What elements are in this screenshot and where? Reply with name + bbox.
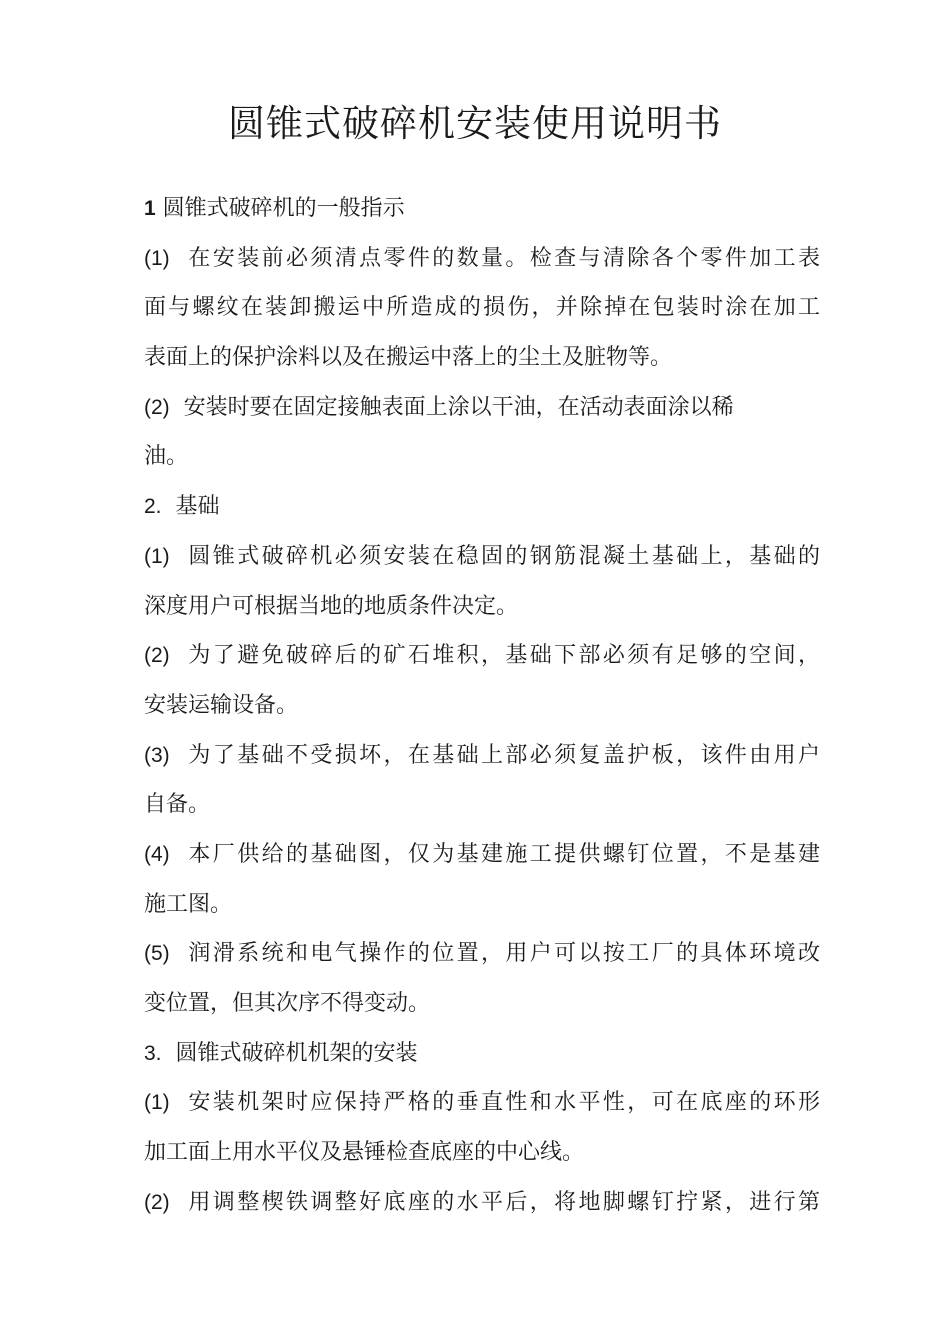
text-line (144, 1178, 820, 1228)
line-text: 自备。 (144, 792, 211, 818)
line-text: 表面上的保护涂料以及在搬运中落上的尘土及脏物等。 (144, 345, 673, 371)
line-text: 圆锥式破碎机的一般指示 (155, 196, 405, 221)
text-line (144, 631, 820, 681)
text-line (144, 880, 820, 930)
line-text: 基础 (161, 494, 220, 520)
line-text: 加工面上用水平仪及悬锤检查底座的中心线。 (144, 1140, 585, 1166)
text-line (144, 681, 820, 731)
item-number: (5) (144, 942, 170, 966)
line-text: 本厂供给的基础图，仅为基建施工提供螺钉位置，不是基建 (169, 841, 820, 867)
text-line (144, 184, 820, 234)
line-text: 圆锥式破碎机必须安装在稳固的钢筋混凝土基础上，基础的 (169, 543, 820, 569)
line-text: 为了避免破碎后的矿石堆积，基础下部必须有足够的空间， (169, 643, 820, 669)
line-text: 油。 (144, 444, 189, 470)
line-text: 用调整楔铁调整好底座的水平后，将地脚螺钉拧紧，进行第 (169, 1189, 820, 1215)
line-text: 安装运输设备。 (144, 692, 299, 718)
line-text: 深度用户可根据当地的地质条件决定。 (144, 593, 519, 619)
item-number: (2) (144, 644, 170, 668)
text-line (144, 1078, 820, 1128)
line-text: 面与螺纹在装卸搬运中所造成的损伤，并除掉在包装时涂在加工 (144, 295, 820, 321)
text-line (144, 731, 820, 781)
text-line (144, 979, 820, 1029)
item-number: 2. (144, 495, 162, 519)
line-text: 安装机架时应保持严格的垂直性和水平性，可在底座的环形 (169, 1090, 820, 1116)
text-line (144, 780, 820, 830)
line-text: 润滑系统和电气操作的位置，用户可以按工厂的具体环境改 (169, 941, 820, 967)
text-line (144, 1128, 820, 1178)
line-text: 为了基础不受损坏，在基础上部必须复盖护板，该件由用户 (169, 742, 820, 768)
text-line (144, 283, 820, 333)
text-line (144, 333, 820, 383)
line-text: 在安装前必须清点零件的数量。检查与清除各个零件加工表 (169, 245, 820, 271)
line-text: 圆锥式破碎机机架的安装 (161, 1040, 418, 1066)
document-title: 圆锥式破碎机安装使用说明书 (228, 102, 722, 145)
text-line (144, 929, 820, 979)
item-number: (1) (144, 246, 170, 270)
text-line (144, 234, 820, 284)
document-body (144, 184, 820, 1227)
text-line (144, 532, 820, 582)
text-line (144, 1029, 820, 1079)
item-number: (2) (144, 395, 170, 419)
item-number: (3) (144, 743, 170, 767)
item-number: (4) (144, 842, 170, 866)
text-line (144, 383, 820, 433)
text-line (144, 582, 820, 632)
line-text: 安装时要在固定接触表面上涂以干油，在活动表面涂以稀 (169, 394, 734, 420)
item-number: (1) (144, 1091, 170, 1115)
line-text: 变位置，但其次序不得变动。 (144, 991, 431, 1016)
item-number: (1) (144, 544, 170, 568)
item-number: 1 (144, 197, 156, 220)
text-line (144, 830, 820, 880)
item-number: (2) (144, 1190, 170, 1214)
line-text: 施工图。 (144, 891, 233, 917)
text-line (144, 482, 820, 532)
item-number: 3. (144, 1041, 162, 1065)
text-line (144, 432, 820, 482)
